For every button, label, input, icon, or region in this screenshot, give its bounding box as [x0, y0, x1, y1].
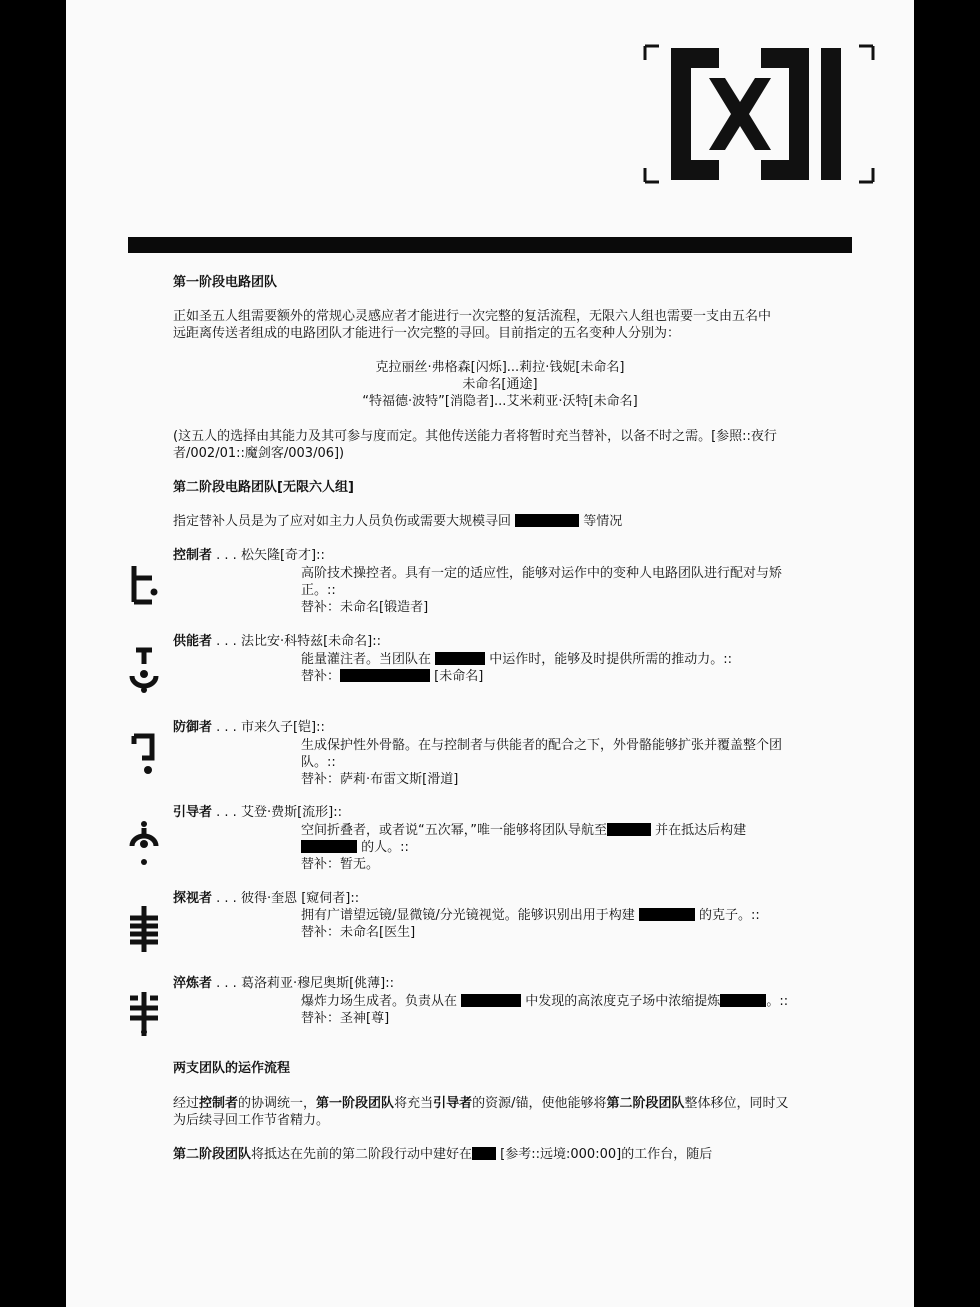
role-seer-desc: 拥有广谱望远镜/显微镜/分光镜视觉。能够识别出用于构建 的克子。:: — [301, 908, 760, 923]
phase1-paragraph-line1: 正如圣五人组需要额外的常规心灵感应者才能进行一次完整的复活流程，无限六人组也需要一支由五名中 — [173, 309, 772, 324]
role-defender-desc1: 生成保护性外骨骼。在与控制者与供能者的配合之下，外骨骼能够扩张并覆盖整个团 — [301, 738, 783, 753]
role-supplier-desc: 能量灌注者。当团队在 中运作时，能够及时提供所需的推动力。:: — [301, 652, 733, 667]
supplier-glyph-icon — [122, 646, 166, 696]
role-supplier: 供能者 . . . 法比安·科特兹[未命名]:: — [173, 634, 382, 649]
role-refiner-desc: 爆炸力场生成者。负责从在 中发现的高浓度克子场中浓缩提炼 。:: — [301, 994, 789, 1009]
redaction-bar — [340, 669, 430, 682]
flow-paragraph1-line1: 经过控制者的协调统一，第一阶段团队将充当引导者的资源/锚，使他能够将第二阶段团队整体移位，同时又 — [173, 1096, 789, 1111]
names-line1: 克拉丽丝·弗格森[闪烁]...莉拉·钱妮[未命名] — [375, 360, 625, 375]
role-supplier-sub: 替补： [未命名] — [301, 669, 484, 684]
flow-paragraph2: 第二阶段团队将抵达在先前的第二阶段行动中建好在 [参考::远境:000:00]的工作台，随后 — [173, 1147, 713, 1162]
role-defender-desc2: 队。:: — [301, 755, 336, 770]
role-guide-desc2: 的人。:: — [301, 839, 409, 856]
guide-glyph-icon — [122, 818, 166, 868]
role-seer-sub: 替补：未命名[医生] — [301, 925, 416, 940]
phase1-note-line1: (这五人的选择由其能力及其可参与度而定。其他传送能力者将暂时充当替补，以备不时之需。[参照::夜行 — [173, 429, 777, 444]
names-line2: 未命名[通途] — [462, 377, 538, 392]
refiner-glyph-icon — [122, 988, 166, 1038]
redaction-bar — [301, 840, 357, 853]
redaction-bar — [639, 908, 695, 921]
role-guide-sub: 替补：暂无。 — [301, 857, 380, 872]
phase1-note-line2: 者/002/01::魔剑客/003/06]) — [173, 446, 345, 461]
flow-heading: 两支团队的运作流程 — [173, 1061, 291, 1076]
role-defender: 防御者 . . . 市来久子[铠]:: — [173, 720, 325, 735]
flow-paragraph1-line2: 为后续寻回工作节省精力。 — [173, 1113, 330, 1128]
header-rule — [128, 237, 852, 253]
x-logo — [643, 44, 875, 184]
role-controller: 控制者 . . . 松矢隆[奇才]:: — [173, 548, 325, 563]
redaction-bar — [435, 652, 485, 665]
redaction-bar — [472, 1147, 496, 1160]
role-controller-desc1: 高阶技术操控者。具有一定的适应性，能够对运作中的变种人电路团队进行配对与矫 — [301, 566, 783, 581]
phase1-heading: 第一阶段电路团队 — [173, 275, 278, 290]
phase2-intro: 指定替补人员是为了应对如主力人员负伤或需要大规模寻回 等情况 — [173, 514, 623, 529]
redaction-bar — [720, 994, 766, 1007]
role-controller-desc2: 正。:: — [301, 583, 336, 598]
phase1-paragraph-line2: 远距离传送者组成的电路团队才能进行一次完整的寻回。目前指定的五名变种人分别为： — [173, 326, 681, 341]
names-line3: “特福德·波特”[消隐者]...艾米莉亚·沃特[未命名] — [362, 394, 638, 409]
role-guide-desc1: 空间折叠者，或者说“五次幂，”唯一能够将团队导航至 并在抵达后构建 — [301, 823, 747, 838]
defender-glyph-icon — [122, 730, 166, 780]
seer-glyph-icon — [122, 904, 166, 954]
role-controller-sub: 替补：未命名[锻造者] — [301, 600, 429, 615]
role-guide: 引导者 . . . 艾登·费斯[流形]:: — [173, 805, 343, 820]
phase2-heading: 第二阶段电路团队[无限六人组] — [173, 480, 354, 495]
redaction-bar — [607, 823, 651, 836]
role-seer: 探视者 . . . 彼得·奎恩 [窥伺者]:: — [173, 891, 360, 906]
redaction-bar — [461, 994, 521, 1007]
controller-glyph-icon — [122, 562, 166, 612]
role-defender-sub: 替补：萨莉·布雷文斯[滑道] — [301, 772, 459, 787]
redaction-bar — [515, 514, 579, 527]
role-refiner-sub: 替补：圣神[尊] — [301, 1011, 390, 1026]
role-refiner: 淬炼者 . . . 葛洛莉亚·穆尼奥斯[佻薄]:: — [173, 976, 395, 991]
